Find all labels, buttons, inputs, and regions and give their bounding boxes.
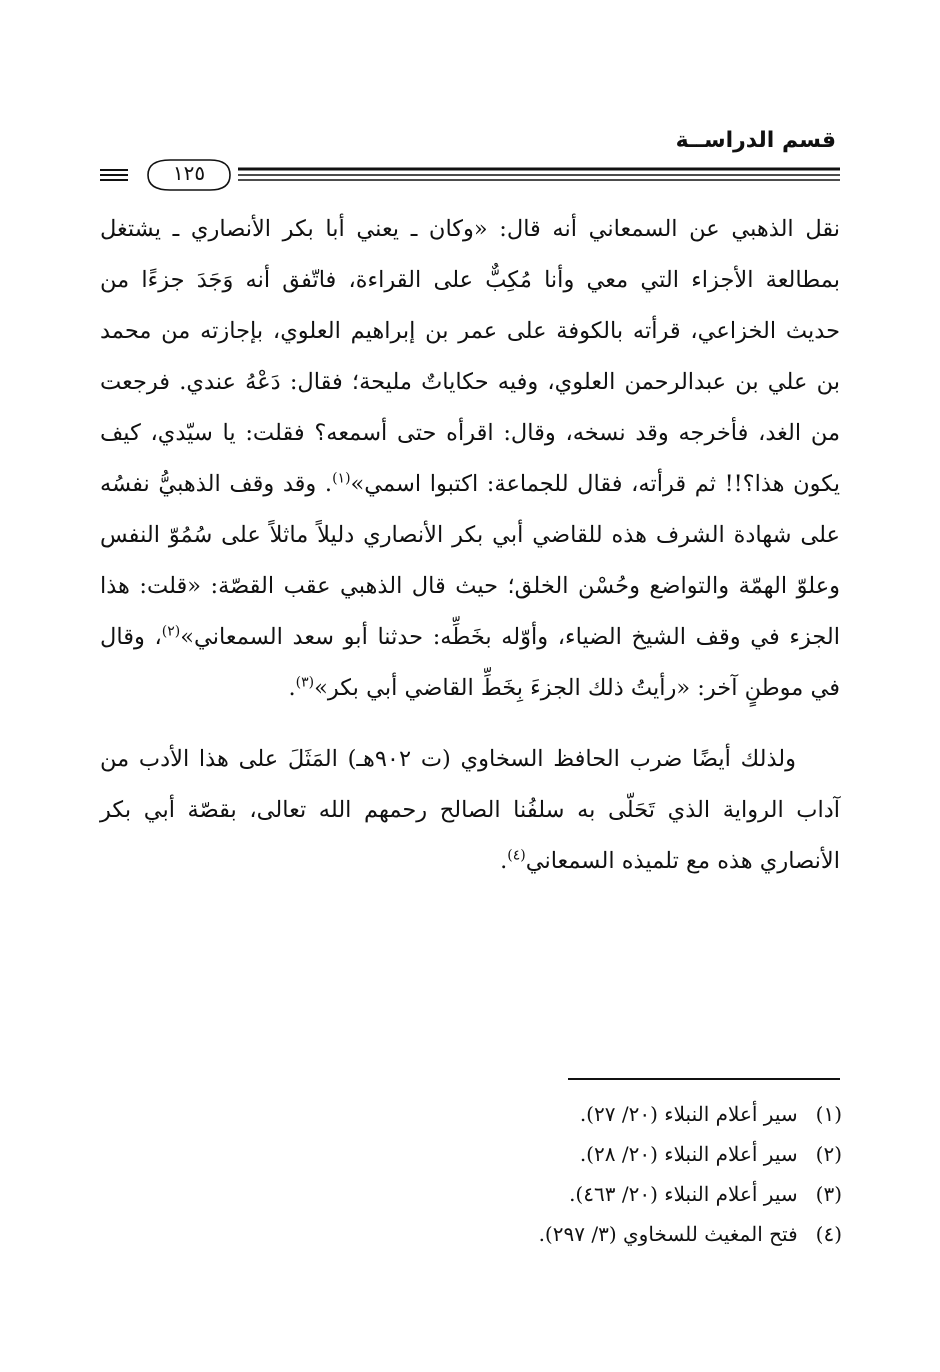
- footnote-number: (٤): [815, 1222, 842, 1246]
- footnote-text: سير أعلام النبلاء (٢٠/ ٢٧).: [579, 1102, 798, 1126]
- paragraph-1-text: نقل الذهبي عن السمعاني أنه قال: «وكان ـ يعني أبا بكر الأنصاري ـ يشتغل بمطالعة الأجزاء التي معي وأنا مُكِبٌّ على القراءة، فاتّفق أنه وَجَدَ جزءًا من حديث الخزاعي، قرأته بالكوفة على عمر بن إبراهيم العلوي، بإجازته من محمد بن علي بن عبدالرحمن العلوي، وفيه حكاياتٌ مليحة؛ فقال: دَعْهُ عندي. فرجعت من الغد، فأخرجه وقد نسخه، وقال: اقرأه حتى أسمعه؟ فقلت: يا سيّدي، كيف يكون هذا؟!! ثم قرأته، فقال للجماعة: اكتبوا اسمي»: [100, 216, 840, 497]
- footnote-item: [282, 1094, 842, 1134]
- paragraph-1-end: .: [288, 675, 296, 701]
- footnote-item: [282, 1134, 842, 1174]
- paragraph-2-end: .: [500, 848, 508, 874]
- footnote-ref-2: (٢): [161, 623, 181, 640]
- footnote-number: (٣): [815, 1182, 842, 1206]
- footnote-ref-1: (١): [332, 470, 351, 487]
- footnote-item: [282, 1214, 842, 1254]
- paragraph-1: [100, 204, 840, 714]
- footnote-text: فتح المغيث للسخاوي (٣/ ٢٩٧).: [538, 1222, 798, 1246]
- footnote-ref-4: (٤): [507, 847, 526, 864]
- paragraph-1-continued-2: ، وقال في موطنٍ آخر: «رأيتُ ذلك الجزءَ بِخَطِّ القاضي أبي بكر»: [100, 624, 840, 701]
- page-number: ١٢٥: [172, 161, 206, 185]
- paragraph-2-text: ولذلك أيضًا ضرب الحافظ السخاوي (ت ٩٠٢هـ) المَثَلَ على هذا الأدب من آداب الرواية الذي تَحَلّى به سلفُنا الصالح رحمهم الله تعالى، بقصّة أبي بكر الأنصاري هذه مع تلميذه السمعاني: [100, 746, 840, 874]
- footnote-number: (١): [815, 1102, 842, 1126]
- running-header-title: قسم الدراســة: [675, 128, 836, 153]
- footnotes-list: [282, 1094, 842, 1254]
- footnote-text: سير أعلام النبلاء (٢٠/ ٤٦٣).: [569, 1182, 798, 1206]
- footnote-separator: [568, 1078, 840, 1080]
- main-body-text: [100, 204, 840, 887]
- paragraph-2: [100, 734, 840, 887]
- footnote-text: سير أعلام النبلاء (٢٠/ ٢٨).: [579, 1142, 798, 1166]
- paragraph-1-continued: . وقد وقف الذهبيُّ نفسُه على شهادة الشرف هذه للقاضي أبي بكر الأنصاري دليلاً ماثلاً على سُمُوّ النفس وعلوّ الهمّة والتواضع وحُسْن الخلق؛ حيث قال الذهبي عقب القصّة: «قلت: هذا الجزء في وقف الشيخ الضياء، وأوّله بخَطِّه: حدثنا أبو سعد السمعاني»: [100, 471, 840, 650]
- footnote-number: (٢): [815, 1142, 842, 1166]
- footnote-item: [282, 1174, 842, 1214]
- footnote-ref-3: (٣): [295, 674, 315, 691]
